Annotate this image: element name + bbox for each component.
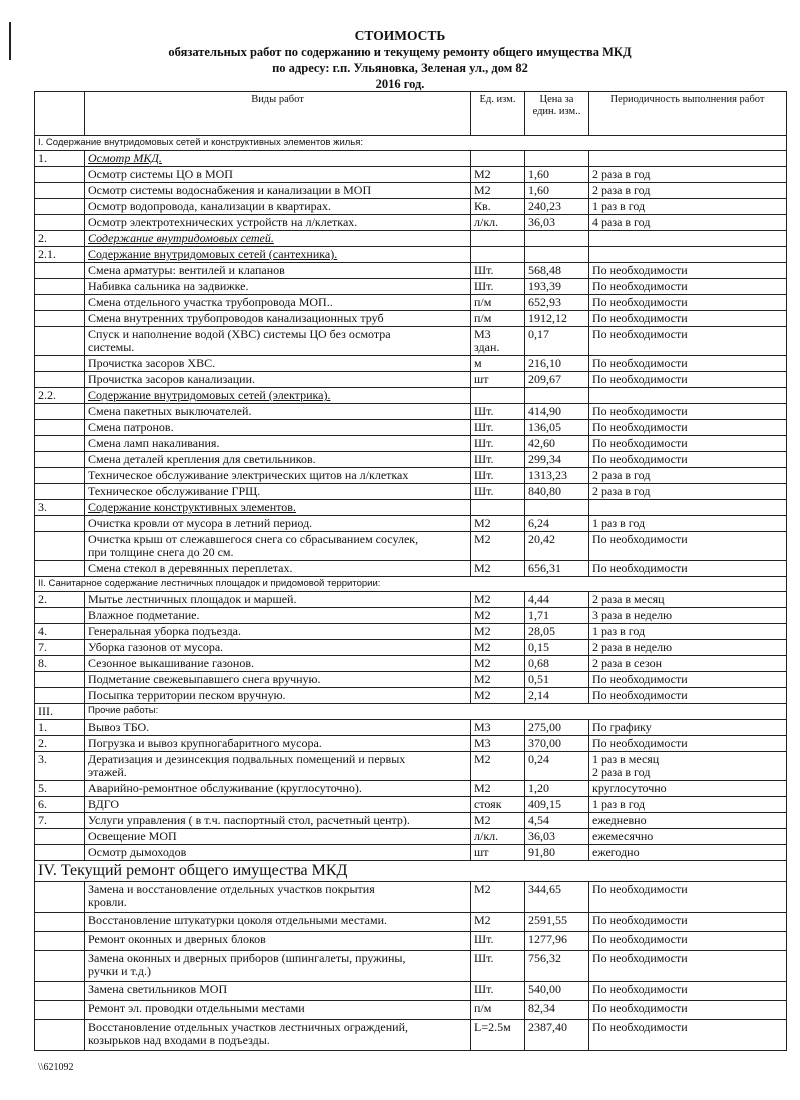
row-num <box>35 688 85 704</box>
work-unit: М2 <box>471 640 525 656</box>
row-num: 3. <box>35 752 85 781</box>
work-unit: Шт. <box>471 452 525 468</box>
table-row <box>35 452 787 468</box>
work-period: По необходимости <box>589 672 787 688</box>
work-period: 2 раза в год <box>589 183 787 199</box>
table-row <box>35 640 787 656</box>
table-row <box>35 436 787 452</box>
table-row <box>35 199 787 215</box>
work-unit: Шт. <box>471 484 525 500</box>
group-num: 2. <box>35 231 85 247</box>
work-name: ВДГО <box>85 797 471 813</box>
work-price: 756,32 <box>525 951 589 982</box>
work-name: Смена арматуры: вентилей и клапанов <box>85 263 471 279</box>
work-price: 20,42 <box>525 532 589 561</box>
row-num: 2. <box>35 592 85 608</box>
work-period: По необходимости <box>589 356 787 372</box>
document-title: СТОИМОСТЬ <box>354 28 446 43</box>
work-period: По необходимости <box>589 404 787 420</box>
work-name: Прочистка засоров ХВС. <box>85 356 471 372</box>
work-unit: м <box>471 356 525 372</box>
table-row <box>35 263 787 279</box>
work-unit: М3 <box>471 720 525 736</box>
table-row <box>35 167 787 183</box>
work-period: 1 раз в год <box>589 516 787 532</box>
work-unit: М2 <box>471 882 525 913</box>
work-unit: Шт. <box>471 951 525 982</box>
work-price: 0,17 <box>525 327 589 356</box>
work-unit: М2 <box>471 516 525 532</box>
section-title: Прочие работы: <box>85 704 787 720</box>
work-period: круглосуточно <box>589 781 787 797</box>
row-num <box>35 672 85 688</box>
table-row <box>35 311 787 327</box>
work-name: Погрузка и вывоз крупногабаритного мусора. <box>85 736 471 752</box>
work-unit: п/м <box>471 295 525 311</box>
work-period: По необходимости <box>589 913 787 932</box>
work-unit: п/м <box>471 1001 525 1020</box>
work-unit: М2 <box>471 752 525 781</box>
work-price: 409,15 <box>525 797 589 813</box>
work-name: Услуги управления ( в т.ч. паспортный стол, расчетный центр). <box>85 813 471 829</box>
work-period: По необходимости <box>589 736 787 752</box>
table-row <box>35 781 787 797</box>
work-period: 2 раза в год <box>589 167 787 183</box>
table-row <box>35 951 787 982</box>
work-period: По необходимости <box>589 279 787 295</box>
document-code: \\621092 <box>38 1062 74 1073</box>
work-unit: Шт. <box>471 436 525 452</box>
row-num <box>35 829 85 845</box>
work-name: Смена стекол в деревянных переплетах. <box>85 561 471 577</box>
work-unit: Шт. <box>471 279 525 295</box>
row-num: 8. <box>35 656 85 672</box>
work-price: 656,31 <box>525 561 589 577</box>
work-name: Осмотр электротехнических устройств на л/клетках. <box>85 215 471 231</box>
table-row <box>35 372 787 388</box>
table-row <box>35 608 787 624</box>
table-row <box>35 913 787 932</box>
work-period: По необходимости <box>589 882 787 913</box>
work-period: 1 раз в год <box>589 797 787 813</box>
table-row <box>35 752 787 781</box>
group-row <box>35 247 787 263</box>
work-price: 0,68 <box>525 656 589 672</box>
row-num: 6. <box>35 797 85 813</box>
header-price-cell: Цена за един. изм.. <box>525 92 589 136</box>
work-price: 2,14 <box>525 688 589 704</box>
work-period: По графику <box>589 720 787 736</box>
group-title: Содержание внутридомовых сетей (электрика). <box>85 388 471 404</box>
work-name: Прочистка засоров канализации. <box>85 372 471 388</box>
table-header-row <box>35 92 787 136</box>
table-row <box>35 592 787 608</box>
work-price: 240,23 <box>525 199 589 215</box>
section-row <box>35 704 787 720</box>
work-unit: Шт. <box>471 932 525 951</box>
table-row <box>35 516 787 532</box>
work-unit: Шт. <box>471 263 525 279</box>
group-row <box>35 231 787 247</box>
work-unit: L=2.5м <box>471 1020 525 1051</box>
table-row <box>35 882 787 913</box>
work-unit: шт <box>471 845 525 861</box>
work-price: 2591,55 <box>525 913 589 932</box>
work-price: 6,24 <box>525 516 589 532</box>
group-row <box>35 388 787 404</box>
work-unit: М2 <box>471 913 525 932</box>
work-name: Спуск и наполнение водой (ХВС) системы ЦО без осмотра системы. <box>85 327 471 356</box>
table-row <box>35 932 787 951</box>
work-period: 1 раз в год <box>589 199 787 215</box>
work-name: Смена отдельного участка трубопровода МОП.. <box>85 295 471 311</box>
table-row <box>35 468 787 484</box>
section-row <box>35 577 787 592</box>
work-price: 42,60 <box>525 436 589 452</box>
work-name: Набивка сальника на задвижке. <box>85 279 471 295</box>
work-period: По необходимости <box>589 327 787 356</box>
table-row <box>35 1001 787 1020</box>
work-unit: М3 <box>471 736 525 752</box>
work-price: 299,34 <box>525 452 589 468</box>
work-unit: л/кл. <box>471 829 525 845</box>
header-unit-cell: Ед. изм. <box>471 92 525 136</box>
work-price: 36,03 <box>525 829 589 845</box>
table-row <box>35 672 787 688</box>
work-period: 2 раза в год <box>589 484 787 500</box>
work-period: По необходимости <box>589 1001 787 1020</box>
work-price: 840,80 <box>525 484 589 500</box>
work-name: Подметание свежевыпавшего снега вручную. <box>85 672 471 688</box>
work-price: 1912,12 <box>525 311 589 327</box>
table-row <box>35 532 787 561</box>
table-row <box>35 561 787 577</box>
table-row <box>35 484 787 500</box>
work-unit: л/кл. <box>471 215 525 231</box>
work-name: Очистка кровли от мусора в летний период. <box>85 516 471 532</box>
work-name: Сезонное выкашивание газонов. <box>85 656 471 672</box>
work-price: 0,15 <box>525 640 589 656</box>
work-period: 2 раза в неделю <box>589 640 787 656</box>
work-price: 82,34 <box>525 1001 589 1020</box>
work-price: 91,80 <box>525 845 589 861</box>
table-row <box>35 813 787 829</box>
table-row <box>35 624 787 640</box>
group-num: 1. <box>35 151 85 167</box>
table-row <box>35 797 787 813</box>
work-unit: М2 <box>471 561 525 577</box>
work-period: По необходимости <box>589 372 787 388</box>
work-period: По необходимости <box>589 436 787 452</box>
work-unit: М2 <box>471 813 525 829</box>
table-row <box>35 356 787 372</box>
work-name: Ремонт эл. проводки отдельными местами <box>85 1001 471 1020</box>
table-row <box>35 720 787 736</box>
table-row <box>35 404 787 420</box>
work-price: 1277,96 <box>525 932 589 951</box>
work-period: По необходимости <box>589 951 787 982</box>
document-subtitle: обязательных работ по содержанию и текущему ремонту общего имущества МКД <box>168 45 632 59</box>
header-num-cell <box>35 92 85 136</box>
work-price: 209,67 <box>525 372 589 388</box>
header-period-cell: Периодичность выполнения работ <box>589 92 787 136</box>
work-unit: п/м <box>471 311 525 327</box>
work-price: 193,39 <box>525 279 589 295</box>
work-price: 216,10 <box>525 356 589 372</box>
work-period: По необходимости <box>589 932 787 951</box>
work-name: Генеральная уборка подъезда. <box>85 624 471 640</box>
work-name: Уборка газонов от мусора. <box>85 640 471 656</box>
table-row <box>35 656 787 672</box>
work-name: Техническое обслуживание электрических щитов на л/клетках <box>85 468 471 484</box>
works-table <box>34 91 787 1051</box>
work-unit: стояк <box>471 797 525 813</box>
section-row <box>35 136 787 151</box>
table-row <box>35 688 787 704</box>
work-unit: М2 <box>471 656 525 672</box>
work-price: 344,65 <box>525 882 589 913</box>
document-address: по адресу: г.п. Ульяновка, Зеленая ул., дом 82 <box>272 61 528 75</box>
work-price: 1313,23 <box>525 468 589 484</box>
table-row <box>35 279 787 295</box>
work-period: По необходимости <box>589 420 787 436</box>
work-name: Замена оконных и дверных приборов (шпингалеты, пружины, ручки и т.д.) <box>85 951 471 982</box>
work-price: 36,03 <box>525 215 589 231</box>
work-unit: М2 <box>471 781 525 797</box>
work-name: Смена патронов. <box>85 420 471 436</box>
document-year: 2016 год. <box>375 77 425 91</box>
work-unit: М2 <box>471 672 525 688</box>
work-price: 414,90 <box>525 404 589 420</box>
work-unit: М2 <box>471 167 525 183</box>
work-name: Восстановление штукатурки цоколя отдельными местами. <box>85 913 471 932</box>
table-row <box>35 736 787 752</box>
work-name: Осмотр системы водоснабжения и канализации в МОП <box>85 183 471 199</box>
group-title: Содержание конструктивных элементов. <box>85 500 471 516</box>
work-period: 3 раза в неделю <box>589 608 787 624</box>
work-price: 1,60 <box>525 183 589 199</box>
document-header <box>0 28 800 92</box>
work-unit: М2 <box>471 688 525 704</box>
section-row <box>35 861 787 882</box>
work-period: 2 раза в год <box>589 468 787 484</box>
work-period: По необходимости <box>589 452 787 468</box>
work-unit: М3 здан. <box>471 327 525 356</box>
work-name: Смена внутренних трубопроводов канализационных труб <box>85 311 471 327</box>
work-name: Техническое обслуживание ГРЩ. <box>85 484 471 500</box>
work-price: 0,24 <box>525 752 589 781</box>
work-price: 568,48 <box>525 263 589 279</box>
work-unit: М2 <box>471 183 525 199</box>
group-num: 3. <box>35 500 85 516</box>
work-unit: М2 <box>471 532 525 561</box>
work-unit: М2 <box>471 592 525 608</box>
group-row <box>35 500 787 516</box>
work-name: Влажное подметание. <box>85 608 471 624</box>
row-num <box>35 845 85 861</box>
work-period: По необходимости <box>589 561 787 577</box>
work-price: 1,71 <box>525 608 589 624</box>
row-num: 4. <box>35 624 85 640</box>
work-price: 540,00 <box>525 982 589 1001</box>
row-num: 1. <box>35 720 85 736</box>
work-name: Осмотр водопровода, канализации в квартирах. <box>85 199 471 215</box>
work-price: 652,93 <box>525 295 589 311</box>
work-period: ежемесячно <box>589 829 787 845</box>
work-name: Мытье лестничных площадок и маршей. <box>85 592 471 608</box>
row-num: 5. <box>35 781 85 797</box>
work-period: 2 раза в сезон <box>589 656 787 672</box>
work-name: Смена ламп накаливания. <box>85 436 471 452</box>
table-row <box>35 420 787 436</box>
table-row <box>35 215 787 231</box>
work-price: 136,05 <box>525 420 589 436</box>
work-name: Очистка крыш от слежавшегося снега со сбрасыванием сосулек, при толщине снега до 20 см. <box>85 532 471 561</box>
row-num: 7. <box>35 640 85 656</box>
work-name: Осмотр дымоходов <box>85 845 471 861</box>
work-period: 4 раза в год <box>589 215 787 231</box>
work-unit: Шт. <box>471 468 525 484</box>
work-unit: Шт. <box>471 404 525 420</box>
work-price: 1,20 <box>525 781 589 797</box>
group-row <box>35 151 787 167</box>
work-unit: шт <box>471 372 525 388</box>
work-name: Смена деталей крепления для светильников. <box>85 452 471 468</box>
work-price: 1,60 <box>525 167 589 183</box>
work-period: ежедневно <box>589 813 787 829</box>
table-row <box>35 327 787 356</box>
group-num: 2.1. <box>35 247 85 263</box>
group-num: 2.2. <box>35 388 85 404</box>
group-title: Содержание внутридомовых сетей (сантехника). <box>85 247 471 263</box>
work-period: 1 раз в месяц 2 раза в год <box>589 752 787 781</box>
section-num: III. <box>35 704 85 720</box>
section-title: II. Санитарное содержание лестничных площадок и придомовой территории: <box>35 577 787 592</box>
work-name: Ремонт оконных и дверных блоков <box>85 932 471 951</box>
work-name: Аварийно-ремонтное обслуживание (круглосуточно). <box>85 781 471 797</box>
work-price: 275,00 <box>525 720 589 736</box>
table-row <box>35 829 787 845</box>
work-period: По необходимости <box>589 1020 787 1051</box>
work-price: 4,54 <box>525 813 589 829</box>
work-name: Вывоз ТБО. <box>85 720 471 736</box>
work-name: Освещение МОП <box>85 829 471 845</box>
work-period: По необходимости <box>589 688 787 704</box>
work-name: Замена и восстановление отдельных участков покрытия кровли. <box>85 882 471 913</box>
table-row <box>35 982 787 1001</box>
work-unit: Шт. <box>471 982 525 1001</box>
group-title: Осмотр МКД. <box>85 151 471 167</box>
header-works-cell: Виды работ <box>85 92 471 136</box>
work-unit: Кв. <box>471 199 525 215</box>
work-name: Посыпка территории песком вручную. <box>85 688 471 704</box>
work-name: Замена светильников МОП <box>85 982 471 1001</box>
table-row <box>35 845 787 861</box>
work-period: По необходимости <box>589 982 787 1001</box>
table-row <box>35 1020 787 1051</box>
work-price: 2387,40 <box>525 1020 589 1051</box>
work-unit: Шт. <box>471 420 525 436</box>
work-period: По необходимости <box>589 263 787 279</box>
section-title: I. Содержание внутридомовых сетей и конструктивных элементов жилья: <box>35 136 787 151</box>
work-name: Дератизация и дезинсекция подвальных помещений и первых этажей. <box>85 752 471 781</box>
work-unit: М2 <box>471 624 525 640</box>
row-num: 7. <box>35 813 85 829</box>
group-title: Содержание внутридомовых сетей. <box>85 231 471 247</box>
section-title: IV. Текущий ремонт общего имущества МКД <box>35 861 787 882</box>
work-name: Восстановление отдельных участков лестничных ограждений, козырьков над входами в подъезды. <box>85 1020 471 1051</box>
work-price: 4,44 <box>525 592 589 608</box>
work-price: 0,51 <box>525 672 589 688</box>
work-name: Осмотр системы ЦО в МОП <box>85 167 471 183</box>
work-name: Смена пакетных выключателей. <box>85 404 471 420</box>
work-period: 1 раз в год <box>589 624 787 640</box>
work-period: По необходимости <box>589 532 787 561</box>
table-row <box>35 183 787 199</box>
work-unit: М2 <box>471 608 525 624</box>
row-num: 2. <box>35 736 85 752</box>
table-row <box>35 295 787 311</box>
row-num <box>35 608 85 624</box>
work-period: По необходимости <box>589 311 787 327</box>
work-period: ежегодно <box>589 845 787 861</box>
work-period: 2 раза в месяц <box>589 592 787 608</box>
work-period: По необходимости <box>589 295 787 311</box>
work-price: 28,05 <box>525 624 589 640</box>
work-price: 370,00 <box>525 736 589 752</box>
